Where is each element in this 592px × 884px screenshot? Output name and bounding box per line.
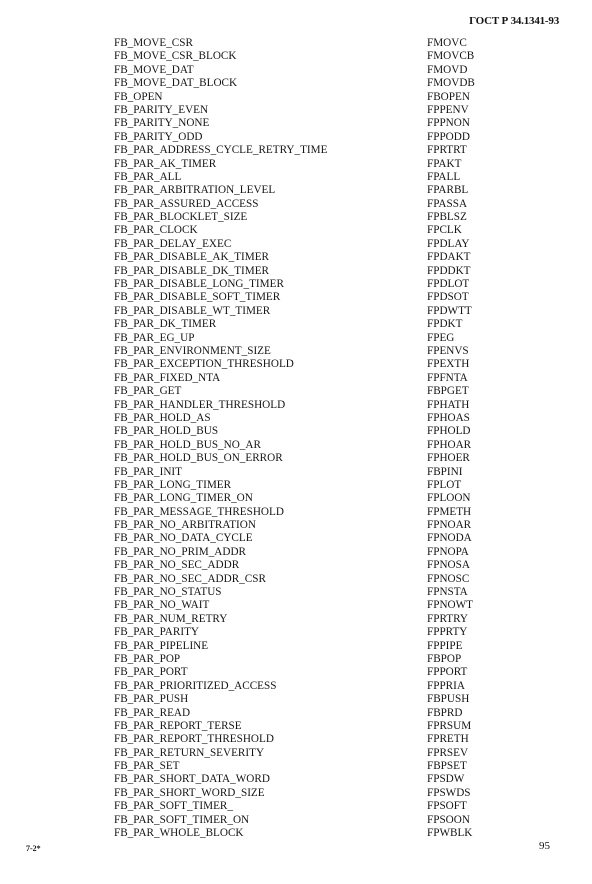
identifier-name: FB_MOVE_DAT	[114, 63, 194, 76]
identifier-abbreviation: FPRSEV	[427, 746, 469, 759]
list-item	[0, 599, 592, 612]
identifier-name: FB_MOVE_CSR	[114, 37, 193, 49]
identifier-name: FB_PAR_DISABLE_LONG_TIMER	[114, 278, 284, 291]
list-item	[0, 492, 592, 505]
list-item	[0, 479, 592, 492]
list-item	[0, 680, 592, 693]
list-item	[0, 653, 592, 666]
identifier-name: FB_OPEN	[114, 90, 163, 103]
identifier-name: FB_PAR_READ	[114, 706, 191, 719]
identifier-name: FB_PAR_SOFT_TIMER_ON	[114, 813, 250, 826]
identifier-abbreviation: FPASSA	[427, 197, 468, 210]
identifier-abbreviation: FPPRIA	[427, 679, 465, 692]
identifier-name: FB_PAR_HOLD_BUS_NO_AR	[114, 438, 261, 451]
identifier-abbreviation: FPEG	[427, 331, 455, 344]
list-item	[0, 104, 592, 117]
list-item	[0, 399, 592, 412]
identifier-abbreviation: FPLOON	[427, 492, 471, 505]
identifier-name: FB_PAR_ALL	[114, 170, 182, 183]
identifier-abbreviation: FPNOWT	[427, 599, 473, 612]
identifier-list	[0, 37, 592, 840]
list-item	[0, 251, 592, 264]
list-item	[0, 559, 592, 572]
identifier-abbreviation: FPNOSA	[427, 559, 470, 572]
identifier-name: FB_PAR_NO_SEC_ADDR	[114, 559, 240, 572]
identifier-abbreviation: FBPUSH	[427, 693, 470, 706]
identifier-abbreviation: FPNODA	[427, 532, 472, 545]
list-item	[0, 171, 592, 184]
identifier-abbreviation: FPHOER	[427, 452, 470, 465]
identifier-name: FB_PAR_LONG_TIMER_ON	[114, 492, 253, 505]
identifier-name: FB_PAR_FIXED_NTA	[114, 371, 221, 384]
identifier-abbreviation: FPNOSC	[427, 572, 470, 585]
list-item	[0, 760, 592, 773]
identifier-name: FB_PAR_AK_TIMER	[114, 157, 217, 170]
list-item	[0, 224, 592, 237]
list-item	[0, 77, 592, 90]
identifier-name: FB_PAR_NO_ARBITRATION	[114, 519, 256, 532]
identifier-name: FB_PAR_SHORT_WORD_SIZE	[114, 786, 265, 799]
identifier-name: FB_PAR_PRIORITIZED_ACCESS	[114, 679, 277, 692]
list-item	[0, 425, 592, 438]
list-item	[0, 707, 592, 720]
identifier-name: FB_PAR_NO_DATA_CYCLE	[114, 532, 253, 545]
identifier-abbreviation: FPHOAR	[427, 438, 472, 451]
identifier-name: FB_PAR_DELAY_EXEC	[114, 237, 232, 250]
identifier-abbreviation: FPSDW	[427, 773, 465, 786]
identifier-name: FB_PAR_ENVIRONMENT_SIZE	[114, 344, 271, 357]
list-item	[0, 238, 592, 251]
identifier-abbreviation: FPHOLD	[427, 425, 471, 438]
identifier-name: FB_PAR_HOLD_BUS	[114, 425, 219, 438]
identifier-name: FB_PAR_PORT	[114, 666, 188, 679]
list-item	[0, 439, 592, 452]
list-item	[0, 733, 592, 746]
identifier-name: FB_PAR_ASSURED_ACCESS	[114, 197, 259, 210]
list-item	[0, 814, 592, 827]
identifier-abbreviation: FPMETH	[427, 505, 472, 518]
list-item	[0, 385, 592, 398]
list-item	[0, 131, 592, 144]
identifier-name: FB_PAR_HOLD_BUS_ON_ERROR	[114, 452, 283, 465]
identifier-abbreviation: FPSOFT	[427, 800, 467, 813]
identifier-name: FB_PAR_HANDLER_THRESHOLD	[114, 398, 286, 411]
identifier-abbreviation: FPSWDS	[427, 786, 471, 799]
identifier-name: FB_PAR_SOFT_TIMER_	[114, 800, 233, 813]
identifier-name: FB_PAR_POP	[114, 652, 181, 665]
identifier-name: FB_PAR_DISABLE_SOFT_TIMER	[114, 291, 281, 304]
list-item	[0, 693, 592, 706]
list-item	[0, 50, 592, 63]
identifier-abbreviation: FPWBLK	[427, 827, 473, 840]
identifier-name: FB_PAR_REPORT_THRESHOLD	[114, 733, 274, 746]
list-item	[0, 573, 592, 586]
list-item	[0, 144, 592, 157]
identifier-abbreviation: FPDWTT	[427, 304, 472, 317]
identifier-name: FB_PAR_SET	[114, 760, 180, 773]
identifier-name: FB_PAR_HOLD_AS	[114, 411, 211, 424]
list-item	[0, 412, 592, 425]
identifier-name: FB_PAR_GET	[114, 385, 182, 398]
list-item	[0, 265, 592, 278]
list-item	[0, 640, 592, 653]
identifier-abbreviation: FPALL	[427, 170, 461, 183]
identifier-name: FB_PAR_NO_SEC_ADDR_CSR	[114, 572, 266, 585]
identifier-abbreviation: FPENVS	[427, 344, 469, 357]
list-item	[0, 91, 592, 104]
list-item	[0, 452, 592, 465]
identifier-abbreviation: FPDAKT	[427, 251, 471, 264]
identifier-name: FB_PAR_RETURN_SEVERITY	[114, 746, 265, 759]
identifier-name: FB_PAR_DISABLE_DK_TIMER	[114, 264, 269, 277]
list-item	[0, 747, 592, 760]
identifier-name: FB_PAR_DISABLE_AK_TIMER	[114, 251, 269, 264]
identifier-name: FB_MOVE_DAT_BLOCK	[114, 77, 238, 90]
list-item	[0, 332, 592, 345]
identifier-abbreviation: FPPODD	[427, 130, 470, 143]
list-item	[0, 613, 592, 626]
identifier-abbreviation: FPNSTA	[427, 586, 468, 599]
identifier-abbreviation: FPFNTA	[427, 371, 468, 384]
identifier-name: FB_PAR_EXCEPTION_THRESHOLD	[114, 358, 294, 371]
list-item	[0, 345, 592, 358]
identifier-name: FB_PAR_EG_UP	[114, 331, 195, 344]
list-item	[0, 372, 592, 385]
identifier-abbreviation: FPRETH	[427, 733, 469, 746]
identifier-abbreviation: FPRSUM	[427, 719, 472, 732]
list-item	[0, 666, 592, 679]
list-item	[0, 158, 592, 171]
identifier-abbreviation: FBPOP	[427, 652, 462, 665]
identifier-abbreviation: FPPNON	[427, 117, 470, 130]
list-item	[0, 626, 592, 639]
identifier-abbreviation: FPNOPA	[427, 545, 469, 558]
identifier-name: FB_PARITY_EVEN	[114, 103, 209, 116]
identifier-abbreviation: FPDDKT	[427, 264, 471, 277]
identifier-abbreviation: FPNOAR	[427, 519, 472, 532]
list-item	[0, 466, 592, 479]
identifier-name: FB_PAR_WHOLE_BLOCK	[114, 827, 244, 840]
list-item	[0, 64, 592, 77]
identifier-abbreviation: FPEXTH	[427, 358, 470, 371]
identifier-abbreviation: FPHOAS	[427, 411, 470, 424]
identifier-name: FB_PAR_NO_WAIT	[114, 599, 210, 612]
identifier-abbreviation: FBPSET	[427, 760, 467, 773]
identifier-abbreviation: FPCLK	[427, 224, 462, 237]
identifier-name: FB_PAR_BLOCKLET_SIZE	[114, 211, 248, 224]
list-item	[0, 720, 592, 733]
identifier-name: FB_MOVE_CSR_BLOCK	[114, 50, 237, 63]
identifier-abbreviation: FMOVCB	[427, 50, 475, 63]
list-item	[0, 506, 592, 519]
identifier-abbreviation: FMOVC	[427, 37, 467, 49]
identifier-abbreviation: FPBLSZ	[427, 211, 467, 224]
list-item	[0, 198, 592, 211]
identifier-abbreviation: FPHATH	[427, 398, 470, 411]
list-item	[0, 586, 592, 599]
list-item	[0, 827, 592, 840]
list-item	[0, 546, 592, 559]
identifier-name: FB_PAR_CLOCK	[114, 224, 198, 237]
identifier-abbreviation: FBPGET	[427, 385, 469, 398]
list-item	[0, 519, 592, 532]
identifier-name: FB_PAR_PUSH	[114, 693, 189, 706]
identifier-name: FB_PAR_NO_STATUS	[114, 586, 222, 599]
identifier-abbreviation: FPDLAY	[427, 237, 470, 250]
list-item	[0, 37, 592, 50]
identifier-abbreviation: FBOPEN	[427, 90, 470, 103]
identifier-name: FB_PAR_NO_PRIM_ADDR	[114, 545, 247, 558]
list-item	[0, 291, 592, 304]
list-item	[0, 117, 592, 130]
identifier-abbreviation: FPLOT	[427, 478, 462, 491]
identifier-abbreviation: FPSOON	[427, 813, 470, 826]
identifier-abbreviation: FBPRD	[427, 706, 463, 719]
identifier-name: FB_PAR_DK_TIMER	[114, 318, 217, 331]
list-item	[0, 211, 592, 224]
identifier-abbreviation: FPPIPE	[427, 639, 463, 652]
list-item	[0, 358, 592, 371]
identifier-abbreviation: FPDLOT	[427, 278, 470, 291]
identifier-abbreviation: FBPINI	[427, 465, 463, 478]
identifier-abbreviation: FPARBL	[427, 184, 469, 197]
list-item	[0, 184, 592, 197]
list-item	[0, 532, 592, 545]
identifier-name: FB_PAR_PARITY	[114, 626, 199, 639]
identifier-abbreviation: FMOVDB	[427, 77, 475, 90]
identifier-name: FB_PARITY_NONE	[114, 117, 210, 130]
list-item	[0, 278, 592, 291]
identifier-abbreviation: FPPENV	[427, 103, 469, 116]
identifier-name: FB_PAR_ARBITRATION_LEVEL	[114, 184, 276, 197]
identifier-name: FB_PAR_NUM_RETRY	[114, 612, 228, 625]
identifier-abbreviation: FPPRTY	[427, 626, 468, 639]
list-item	[0, 787, 592, 800]
document-standard-number: ГОСТ Р 34.1341-93	[469, 15, 559, 27]
list-item	[0, 773, 592, 786]
identifier-name: FB_PAR_PIPELINE	[114, 639, 209, 652]
identifier-abbreviation: FPAKT	[427, 157, 462, 170]
identifier-abbreviation: FPRTRY	[427, 612, 468, 625]
identifier-abbreviation: FMOVD	[427, 63, 468, 76]
identifier-abbreviation: FPRTRT	[427, 144, 467, 157]
identifier-name: FB_PAR_LONG_TIMER	[114, 478, 232, 491]
identifier-abbreviation: FPDKT	[427, 318, 463, 331]
identifier-name: FB_PAR_MESSAGE_THRESHOLD	[114, 505, 284, 518]
identifier-name: FB_PARITY_ODD	[114, 130, 203, 143]
identifier-name: FB_PAR_SHORT_DATA_WORD	[114, 773, 270, 786]
list-item	[0, 800, 592, 813]
identifier-name: FB_PAR_INIT	[114, 465, 182, 478]
list-item	[0, 305, 592, 318]
identifier-abbreviation: FPDSOT	[427, 291, 469, 304]
list-item	[0, 318, 592, 331]
page-number: 95	[539, 840, 550, 852]
identifier-name: FB_PAR_DISABLE_WT_TIMER	[114, 304, 271, 317]
identifier-abbreviation: FPPORT	[427, 666, 468, 679]
sheet-mark: 7-2*	[26, 844, 41, 853]
identifier-name: FB_PAR_ADDRESS_CYCLE_RETRY_TIME	[114, 144, 328, 157]
identifier-name: FB_PAR_REPORT_TERSE	[114, 719, 242, 732]
